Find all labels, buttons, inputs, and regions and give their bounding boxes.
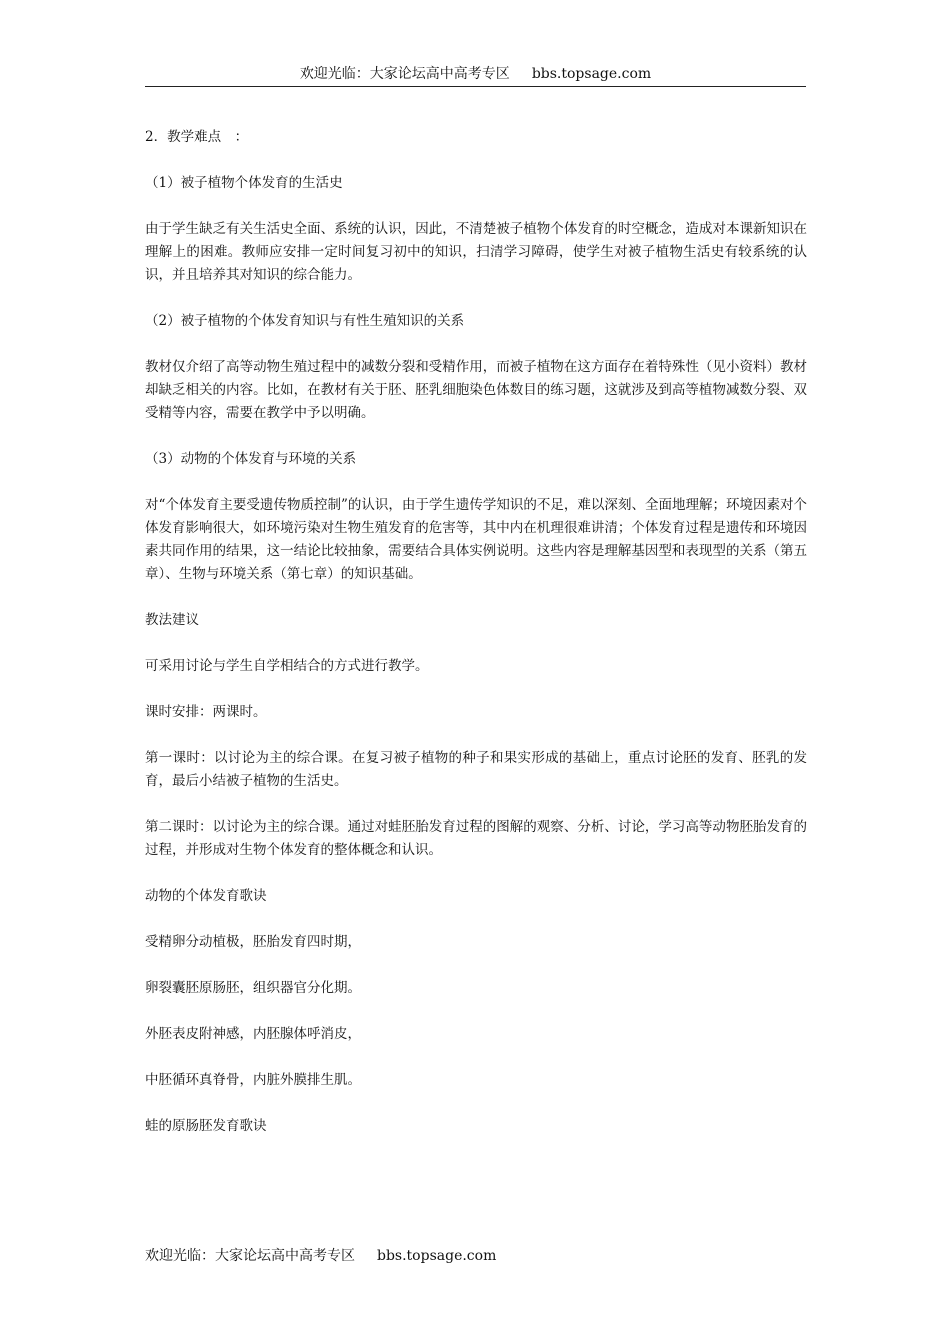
header-site-url: bbs.topsage.com: [531, 66, 652, 82]
paragraph-2: 教材仅介绍了高等动物生殖过程中的减数分裂和受精作用，而被子植物在这方面存在着特殊性（见小资料）教材却缺乏相关的内容。比如，在教材有关于胚、胚乳细胞染色体数目的练习题，这就涉及到高等植物减数分裂、双受精等内容，需要在教学中予以明确。: [145, 359, 807, 421]
mnemonic-line-4: 中胚循环真脊骨，内脏外膜排生肌。: [145, 1072, 361, 1088]
paragraph-4: 可采用讨论与学生自学相结合的方式进行教学。: [145, 658, 429, 674]
section-title-frog-mnemonic: 蛙的原肠胚发育歌诀: [145, 1118, 267, 1134]
paragraph-3: 对“个体发育主要受遗传物质控制”的认识，由于学生遗传学知识的不足，难以深刻、全面地理解；环境因素对个体发育影响很大，如环境污染对生物生殖发育的危害等，其中内在机理很难讲清；个体发育过程是遗传和环境因素共同作用的结果，这一结论比较抽象，需要结合具体实例说明。这些内容是理解基因型和表现型的关系（第五章）、生物与环境关系（第七章）的知识基础。: [145, 497, 807, 582]
subheading-2: （2）被子植物的个体发育知识与有性生殖知识的关系: [145, 313, 465, 329]
page-header: [145, 64, 806, 87]
section-title-teaching-difficulties: 2．教学难点 ：: [145, 129, 249, 145]
subheading-3: （3）动物的个体发育与环境的关系: [145, 451, 357, 467]
paragraph-7: 第二课时：以讨论为主的综合课。通过对蛙胚胎发育过程的图解的观察、分析、讨论，学习高等动物胚胎发育的过程，并形成对生物个体发育的整体概念和认识。: [145, 819, 807, 858]
footer-welcome-text: 欢迎光临：大家论坛高中高考专区: [145, 1248, 355, 1264]
document-body: [145, 126, 807, 1161]
section-title-teaching-suggestions: 教法建议: [145, 612, 199, 628]
header-welcome-text: 欢迎光临：大家论坛高中高考专区: [299, 66, 510, 82]
paragraph-6: 第一课时：以讨论为主的综合课。在复习被子植物的种子和果实形成的基础上，重点讨论胚的发育、胚乳的发育，最后小结被子植物的生活史。: [145, 750, 807, 789]
mnemonic-line-3: 外胚表皮附神感，内胚腺体呼消皮，: [145, 1026, 361, 1042]
footer-site-url: bbs.topsage.com: [377, 1248, 497, 1264]
paragraph-1: 由于学生缺乏有关生活史全面、系统的认识，因此，不清楚被子植物个体发育的时空概念，造成对本课新知识在理解上的困难。教师应安排一定时间复习初中的知识，扫清学习障碍，使学生对被子植物生活史有较系统的认识，并且培养其对知识的综合能力。: [145, 221, 807, 283]
section-title-mnemonic: 动物的个体发育歌诀: [145, 888, 267, 904]
paragraph-5: 课时安排：两课时。: [145, 704, 267, 720]
page-footer: [145, 1246, 496, 1266]
mnemonic-line-2: 卵裂囊胚原肠胚，组织器官分化期。: [145, 980, 361, 996]
mnemonic-line-1: 受精卵分动植极，胚胎发育四时期，: [145, 934, 361, 950]
subheading-1: （1）被子植物个体发育的生活史: [145, 175, 343, 191]
